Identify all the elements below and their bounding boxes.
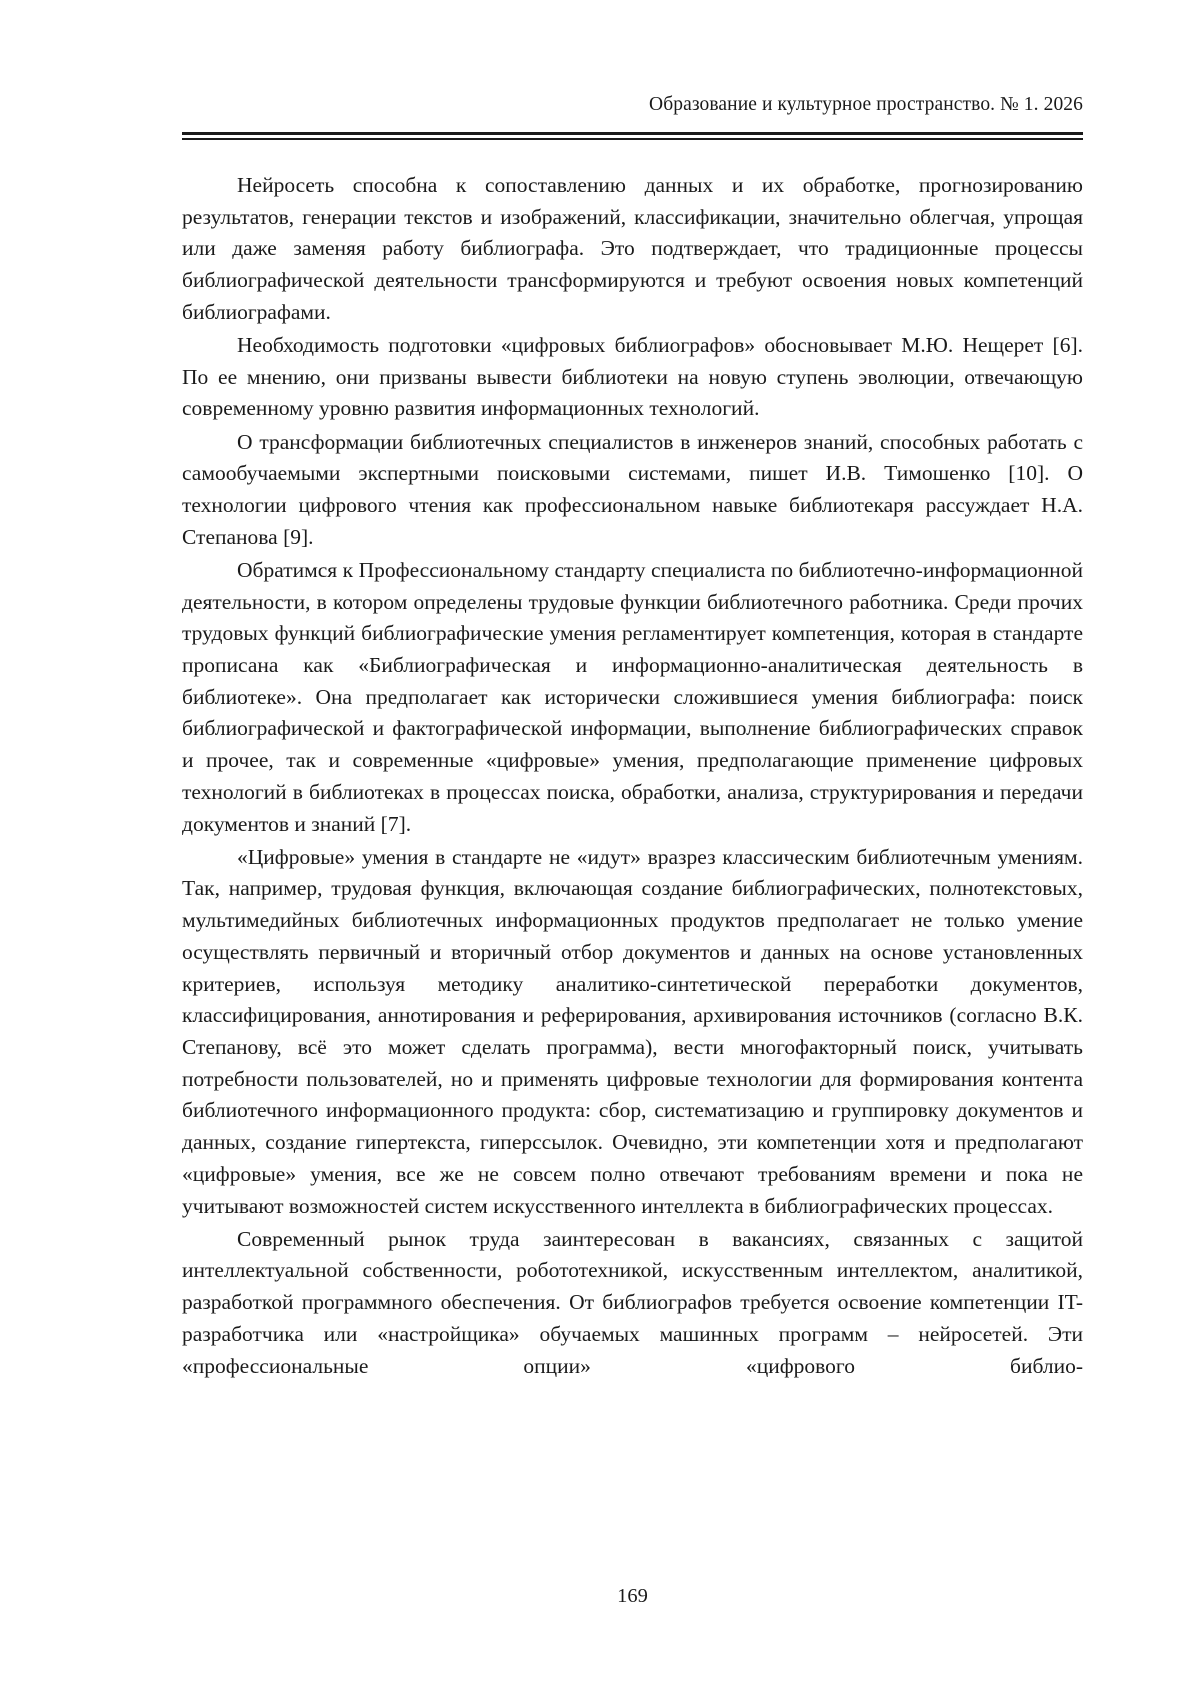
page-number: 169 <box>617 1585 648 1607</box>
paragraph: «Цифровые» умения в стандарте не «идут» вразрез классическим библиотечным умениям. Так, например, трудовая функция, включающая создание библиографических, полнотекстовых, мультимедийных библиотечных информационных продуктов предполагает не только умение осуществлять первичный и вторичный отбор документов и данных на основе установленных критериев, используя методику аналитико-синтетической переработки документов, классифицирования, аннотирования и реферирования, архивирования источников (согласно В.К. Степанову, всё это может сделать программа), вести многофакторный поиск, учитывать потребности пользователей, но и применять цифровые технологии для формирования контента библиотечного информационного продукта: сбор, систематизацию и группировку документов и данных, создание гипертекста, гиперссылок. Очевидно, эти компетенции хотя и предполагают «цифровые» умения, все же не совсем полно отвечают требованиям времени и пока не учитывают возможностей систем искусственного интеллекта в библиографических процессах. <box>182 844 1083 1218</box>
header-rule-thin <box>182 138 1083 140</box>
paragraph: О трансформации библиотечных специалистов в инженеров знаний, способных работать с самообучаемыми экспертными поисковыми системами, пишет И.В. Тимошенко [10]. О технологии цифрового чтения как профессиональном навыке библиотекаря рассуждает Н.А. Степанова [9]. <box>182 429 1083 549</box>
paragraph: Обратимся к Профессиональному стандарту специалиста по библиотечно-информационной деятельности, в котором определены трудовые функции библиотечного работника. Среди прочих трудовых функций библиографические умения регламентирует компетенция, которая в стандарте прописана как «Библиографическая и информационно-аналитическая деятельность в библиотеке». Она предполагает как исторически сложившиеся умения библиографа: поиск библиографической и фактографической информации, выполнение библиографических справок и прочее, так и современные «цифровые» умения, предполагающие применение цифровых технологий в библиотеках в процессах поиска, обработки, анализа, структурирования и передачи документов и знаний [7]. <box>182 557 1083 836</box>
running-header: Образование и культурное пространство. № 1. 2026 <box>649 94 1083 115</box>
header-rule-thick <box>182 132 1083 135</box>
paragraph: Современный рынок труда заинтересован в вакансиях, связанных с защитой интеллектуальной собственности, робототехникой, искусственным интеллектом, аналитикой, разработкой программного обеспечения. От библиографов требуется освоение компетенции IT-разработчика или «настройщика» обучаемых машинных программ – нейросетей. Эти «профессиональные опции» «цифрового библио- <box>182 1226 1083 1378</box>
paragraph: Необходимость подготовки «цифровых библиографов» обосновывает М.Ю. Нещерет [6]. По ее мнению, они призваны вывести библиотеки на новую ступень эволюции, отвечающую современному уровню развития информационных технологий. <box>182 333 1083 421</box>
article-body <box>182 170 1083 1384</box>
paragraph: Нейросеть способна к сопоставлению данных и их обработке, прогнозированию результатов, генерации текстов и изображений, классификации, значительно облегчая, упрощая или даже заменяя работу библиографа. Это подтверждает, что традиционные процессы библиографической деятельности трансформируются и требуют освоения новых компетенций библиографами. <box>182 173 1083 324</box>
